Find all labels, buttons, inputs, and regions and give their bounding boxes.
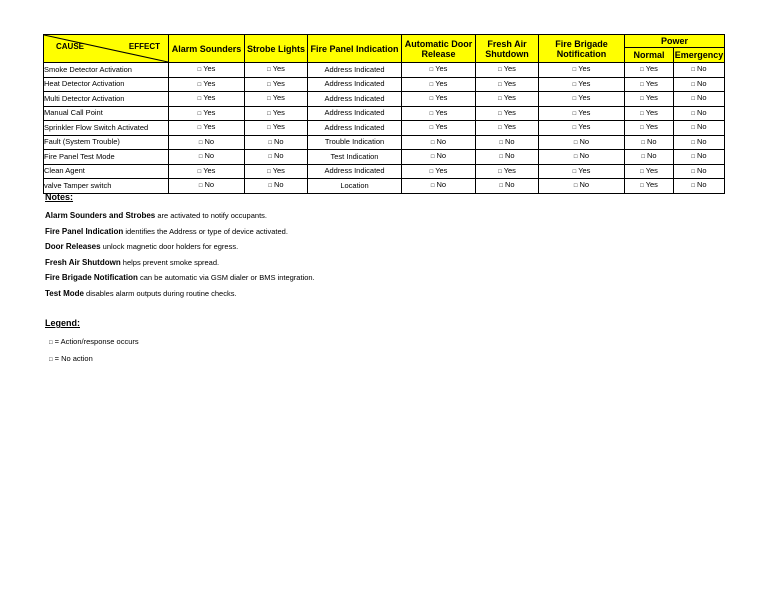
effect-value: Address Indicated bbox=[324, 79, 385, 88]
notes-section bbox=[45, 192, 315, 305]
effect-cell bbox=[402, 135, 476, 150]
effect-value: Address Indicated bbox=[324, 166, 385, 175]
effect-value: Yes bbox=[503, 78, 516, 88]
effect-cell bbox=[308, 164, 402, 179]
col-header: Fire Brigade Notification bbox=[539, 35, 625, 63]
effect-cell bbox=[245, 63, 308, 78]
effect-cell bbox=[402, 179, 476, 194]
effect-cell bbox=[169, 179, 245, 194]
effect-value: No bbox=[647, 136, 657, 146]
effect-cell bbox=[169, 164, 245, 179]
note-term: Alarm Sounders and Strobes bbox=[45, 211, 156, 220]
note-text: identifies the Address or type of device activated. bbox=[123, 226, 288, 236]
notes-list bbox=[45, 211, 315, 298]
effect-cell bbox=[245, 135, 308, 150]
effect-cell bbox=[308, 92, 402, 107]
effect-value: No bbox=[697, 136, 707, 146]
effect-value: Address Indicated bbox=[324, 64, 385, 74]
effect-cell bbox=[308, 106, 402, 121]
effect-value: Yes bbox=[578, 165, 591, 175]
effect-cell bbox=[169, 77, 245, 92]
effect-cell bbox=[308, 179, 402, 194]
col-header: Strobe Lights bbox=[245, 35, 308, 63]
table-row bbox=[44, 63, 725, 78]
effect-value: Yes bbox=[435, 165, 448, 175]
effect-cell bbox=[625, 179, 674, 194]
cause-cell: Sprinkler Flow Switch Activated bbox=[44, 121, 169, 136]
table-row bbox=[44, 150, 725, 165]
note-term: Fire Panel Indication bbox=[45, 226, 124, 236]
col-header-power-normal: Normal bbox=[625, 48, 674, 63]
effect-value: Trouble Indication bbox=[324, 137, 385, 146]
effect-value: No bbox=[647, 151, 657, 160]
effect-value: Yes bbox=[503, 64, 516, 73]
effect-cell bbox=[308, 63, 402, 78]
effect-cell bbox=[674, 150, 725, 165]
effect-value: No bbox=[579, 151, 590, 160]
effect-cell bbox=[625, 150, 674, 165]
effect-cell bbox=[169, 121, 245, 136]
effect-value: No bbox=[436, 180, 447, 189]
table-row bbox=[44, 92, 725, 107]
effect-value: No bbox=[274, 136, 284, 146]
effect-cell bbox=[625, 135, 674, 150]
effect-cell bbox=[625, 121, 674, 136]
legend-title: Legend: bbox=[45, 318, 80, 328]
effect-cell bbox=[674, 63, 725, 78]
effect-value: No bbox=[697, 151, 707, 160]
note-text: disables alarm outputs during routine checks. bbox=[83, 288, 237, 298]
effect-cell bbox=[245, 121, 308, 136]
table-row bbox=[44, 179, 725, 194]
effect-value: No bbox=[204, 180, 215, 189]
table-row bbox=[44, 121, 725, 136]
note-text: helps prevent smoke spread. bbox=[120, 257, 220, 267]
effect-cell bbox=[674, 135, 725, 150]
effect-value: Yes bbox=[203, 107, 216, 117]
effect-value: Yes bbox=[645, 64, 658, 73]
effect-value: Yes bbox=[645, 165, 658, 175]
effect-cell bbox=[169, 92, 245, 107]
note-item bbox=[45, 258, 315, 267]
effect-cell bbox=[539, 77, 625, 92]
note-text: unlock magnetic door holders for egress. bbox=[100, 242, 239, 252]
cause-cell: Heat Detector Activation bbox=[44, 77, 169, 92]
effect-value: Yes bbox=[578, 64, 591, 73]
effect-value: Yes bbox=[645, 180, 658, 189]
effect-value: Yes bbox=[578, 78, 591, 88]
effect-label: EFFECT bbox=[128, 42, 160, 51]
col-header-power-emergency: Emergency bbox=[674, 48, 725, 63]
effect-cell bbox=[245, 179, 308, 194]
effect-value: Yes bbox=[503, 165, 516, 175]
table-row bbox=[44, 164, 725, 179]
effect-cell bbox=[169, 106, 245, 121]
effect-value: Yes bbox=[578, 107, 591, 117]
effect-cell bbox=[245, 77, 308, 92]
legend-section bbox=[45, 318, 139, 371]
effect-value: No bbox=[697, 64, 707, 73]
cause-label: CAUSE bbox=[56, 42, 85, 51]
effect-cell bbox=[169, 63, 245, 78]
power-group-header: Power bbox=[625, 35, 725, 48]
effect-value: Yes bbox=[272, 64, 285, 73]
effect-value: Test Indication bbox=[330, 151, 379, 161]
effect-cell bbox=[539, 92, 625, 107]
effect-value: Yes bbox=[203, 165, 216, 175]
effect-cell bbox=[625, 77, 674, 92]
effect-value: Yes bbox=[272, 165, 285, 175]
effect-value: Yes bbox=[645, 93, 658, 102]
effect-cell bbox=[625, 106, 674, 121]
effect-cell bbox=[169, 150, 245, 165]
effect-value: Yes bbox=[645, 122, 658, 131]
effect-value: Yes bbox=[435, 93, 448, 102]
effect-cell bbox=[402, 63, 476, 78]
cause-effect-header bbox=[44, 35, 169, 63]
effect-value: Address Indicated bbox=[324, 93, 385, 103]
effect-value: Yes bbox=[578, 93, 591, 102]
effect-cell bbox=[539, 63, 625, 78]
effect-value: No bbox=[697, 165, 707, 175]
effect-cell bbox=[539, 106, 625, 121]
note-term: Door Releases bbox=[45, 242, 101, 252]
effect-cell bbox=[476, 92, 539, 107]
effect-value: Location bbox=[340, 180, 369, 190]
effect-cell bbox=[308, 121, 402, 136]
note-item bbox=[45, 242, 315, 251]
effect-value: Yes bbox=[645, 107, 658, 117]
effect-cell bbox=[402, 106, 476, 121]
effect-value: No bbox=[697, 78, 707, 88]
cause-cell: valve Tamper switch bbox=[44, 179, 169, 194]
effect-cell bbox=[674, 164, 725, 179]
effect-cell bbox=[539, 135, 625, 150]
effect-cell bbox=[539, 150, 625, 165]
note-term: Test Mode bbox=[45, 288, 84, 298]
effect-value: Yes bbox=[503, 122, 516, 131]
legend-item: □ = Action/response occurs bbox=[49, 337, 139, 348]
effect-value: Yes bbox=[272, 122, 285, 131]
effect-value: Yes bbox=[435, 107, 448, 117]
effect-value: No bbox=[579, 180, 590, 189]
effect-cell bbox=[402, 77, 476, 92]
effect-cell bbox=[245, 150, 308, 165]
effect-cell bbox=[169, 135, 245, 150]
effect-value: No bbox=[579, 136, 590, 146]
effect-value: Yes bbox=[272, 107, 285, 117]
note-item bbox=[45, 227, 315, 236]
legend-item: □ = No action bbox=[49, 354, 139, 365]
note-text: can be automatic via GSM dialer or BMS integration. bbox=[137, 273, 315, 283]
effect-value: Address Indicated bbox=[324, 122, 385, 132]
cause-cell: Manual Call Point bbox=[44, 106, 169, 121]
effect-value: No bbox=[204, 151, 215, 160]
effect-cell bbox=[674, 121, 725, 136]
effect-cell bbox=[402, 92, 476, 107]
col-header: Alarm Sounders bbox=[169, 35, 245, 63]
note-term: Fresh Air Shutdown bbox=[45, 257, 121, 267]
effect-cell bbox=[476, 121, 539, 136]
effect-cell bbox=[308, 150, 402, 165]
effect-value: Yes bbox=[272, 93, 285, 102]
effect-value: Yes bbox=[435, 122, 448, 131]
effect-value: Yes bbox=[203, 64, 216, 73]
effect-value: No bbox=[505, 151, 515, 160]
effect-value: Yes bbox=[503, 107, 516, 117]
effect-cell bbox=[674, 106, 725, 121]
col-header: Fire Panel Indication bbox=[308, 35, 402, 63]
col-header: Automatic Door Release bbox=[402, 35, 476, 63]
cause-effect-matrix bbox=[43, 34, 725, 194]
effect-cell bbox=[245, 164, 308, 179]
note-item bbox=[45, 289, 315, 298]
table-row bbox=[44, 106, 725, 121]
effect-value: No bbox=[436, 151, 447, 160]
effect-cell bbox=[674, 77, 725, 92]
effect-cell bbox=[674, 179, 725, 194]
effect-cell bbox=[539, 164, 625, 179]
table-row bbox=[44, 77, 725, 92]
effect-value: No bbox=[697, 122, 707, 131]
effect-value: Yes bbox=[203, 93, 216, 102]
effect-cell bbox=[476, 135, 539, 150]
effect-value: Address Indicated bbox=[324, 108, 385, 117]
col-header: Fresh Air Shutdown bbox=[476, 35, 539, 63]
effect-value: Yes bbox=[435, 78, 448, 88]
effect-value: Yes bbox=[645, 78, 658, 88]
effect-cell bbox=[476, 150, 539, 165]
effect-cell bbox=[476, 164, 539, 179]
notes-title: Notes: bbox=[45, 192, 74, 202]
effect-cell bbox=[476, 77, 539, 92]
effect-value: No bbox=[505, 180, 515, 189]
effect-cell bbox=[476, 179, 539, 194]
table-row bbox=[44, 135, 725, 150]
effect-cell bbox=[625, 63, 674, 78]
cause-cell: Multi Detector Activation bbox=[44, 92, 169, 107]
effect-cell bbox=[308, 135, 402, 150]
effect-value: No bbox=[436, 136, 447, 146]
effect-value: Yes bbox=[503, 93, 516, 102]
effect-value: Yes bbox=[203, 78, 216, 88]
note-item bbox=[45, 211, 315, 220]
cause-cell: Clean Agent bbox=[44, 164, 169, 179]
matrix-table bbox=[43, 34, 725, 194]
effect-cell bbox=[476, 106, 539, 121]
effect-cell bbox=[402, 164, 476, 179]
effect-cell bbox=[625, 92, 674, 107]
note-text: are activated to notify occupants. bbox=[155, 211, 267, 220]
cause-cell: Fire Panel Test Mode bbox=[44, 150, 169, 165]
effect-cell bbox=[245, 92, 308, 107]
effect-cell bbox=[539, 121, 625, 136]
effect-cell bbox=[245, 106, 308, 121]
cause-cell: Fault (System Trouble) bbox=[44, 135, 169, 150]
effect-value: No bbox=[274, 180, 284, 189]
effect-cell bbox=[674, 92, 725, 107]
effect-value: No bbox=[204, 136, 215, 146]
note-item bbox=[45, 273, 315, 282]
effect-cell bbox=[476, 63, 539, 78]
effect-value: No bbox=[697, 93, 707, 102]
effect-cell bbox=[402, 150, 476, 165]
effect-cell bbox=[539, 179, 625, 194]
cause-cell: Smoke Detector Activation bbox=[44, 63, 169, 78]
effect-cell bbox=[625, 164, 674, 179]
effect-value: No bbox=[697, 107, 707, 117]
effect-cell bbox=[402, 121, 476, 136]
effect-cell bbox=[308, 77, 402, 92]
effect-value: Yes bbox=[578, 122, 591, 131]
effect-value: No bbox=[274, 151, 284, 160]
effect-value: Yes bbox=[203, 122, 216, 131]
effect-value: Yes bbox=[272, 78, 285, 88]
effect-value: No bbox=[697, 180, 707, 189]
note-term: Fire Brigade Notification bbox=[45, 273, 138, 283]
matrix-body bbox=[44, 63, 725, 194]
effect-value: No bbox=[505, 136, 515, 146]
effect-value: Yes bbox=[435, 64, 448, 73]
